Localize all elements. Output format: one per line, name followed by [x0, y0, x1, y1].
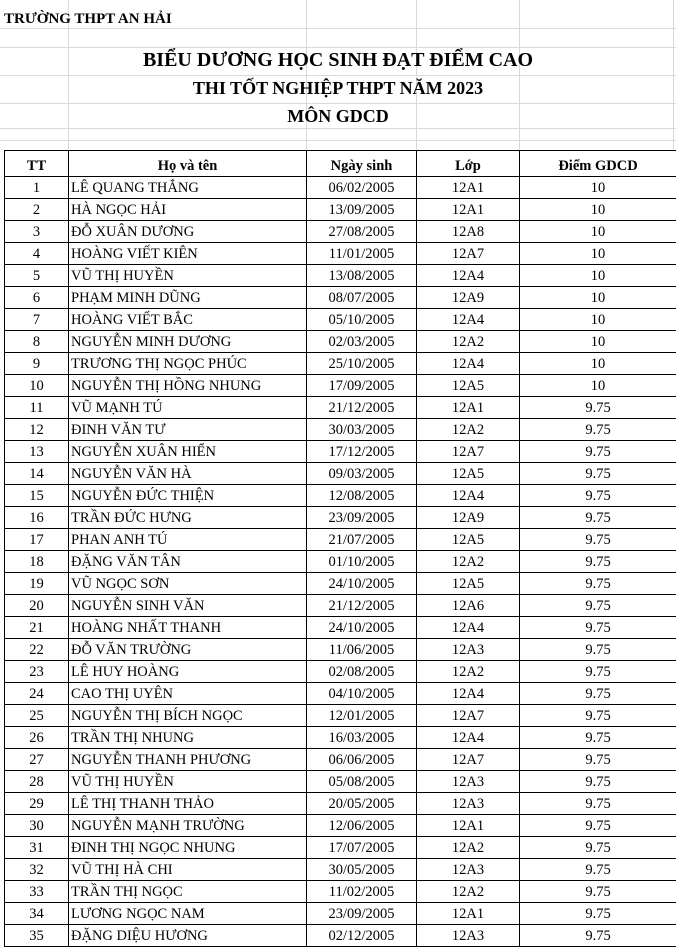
cell-tt[interactable]: 29 — [5, 793, 69, 815]
header-dob[interactable]: Ngày sinh — [307, 151, 417, 177]
cell-name[interactable]: NGUYỄN ĐỨC THIỆN — [69, 485, 307, 507]
cell-tt[interactable]: 1 — [5, 177, 69, 199]
cell-score[interactable]: 10 — [520, 353, 676, 375]
cell-tt[interactable]: 11 — [5, 397, 69, 419]
cell-score[interactable]: 9.75 — [520, 705, 676, 727]
cell-score[interactable]: 9.75 — [520, 595, 676, 617]
cell-dob[interactable]: 11/02/2005 — [307, 881, 417, 903]
cell-dob[interactable]: 27/08/2005 — [307, 221, 417, 243]
cell-score[interactable]: 9.75 — [520, 749, 676, 771]
cell-class[interactable]: 12A9 — [417, 287, 520, 309]
cell-tt[interactable]: 19 — [5, 573, 69, 595]
table-row — [5, 353, 676, 375]
cell-dob[interactable]: 23/09/2005 — [307, 507, 417, 529]
cell-tt[interactable]: 9 — [5, 353, 69, 375]
cell-class[interactable]: 12A1 — [417, 397, 520, 419]
cell-dob[interactable]: 09/03/2005 — [307, 463, 417, 485]
table-row — [5, 243, 676, 265]
cell-score[interactable]: 9.75 — [520, 441, 676, 463]
cell-name[interactable]: LƯƠNG NGỌC NAM — [69, 903, 307, 925]
table-row — [5, 331, 676, 353]
cell-class[interactable]: 12A7 — [417, 243, 520, 265]
cell-score[interactable]: 9.75 — [520, 793, 676, 815]
cell-tt[interactable]: 12 — [5, 419, 69, 441]
table-header-row — [5, 151, 676, 177]
cell-tt[interactable]: 6 — [5, 287, 69, 309]
cell-score[interactable]: 9.75 — [520, 639, 676, 661]
cell-dob[interactable]: 17/09/2005 — [307, 375, 417, 397]
cell-score[interactable]: 9.75 — [520, 881, 676, 903]
cell-score[interactable]: 10 — [520, 177, 676, 199]
cell-tt[interactable]: 16 — [5, 507, 69, 529]
table-row — [5, 837, 676, 859]
cell-score[interactable]: 9.75 — [520, 903, 676, 925]
cell-dob[interactable]: 12/01/2005 — [307, 705, 417, 727]
cell-class[interactable]: 12A7 — [417, 749, 520, 771]
table-row — [5, 199, 676, 221]
cell-name[interactable]: NGUYỄN THANH PHƯƠNG — [69, 749, 307, 771]
cell-name[interactable]: ĐỖ XUÂN DƯƠNG — [69, 221, 307, 243]
table-row — [5, 309, 676, 331]
cell-dob[interactable]: 25/10/2005 — [307, 353, 417, 375]
cell-score[interactable]: 10 — [520, 375, 676, 397]
cell-tt[interactable]: 25 — [5, 705, 69, 727]
cell-class[interactable]: 12A4 — [417, 617, 520, 639]
cell-score[interactable]: 9.75 — [520, 617, 676, 639]
cell-class[interactable]: 12A9 — [417, 507, 520, 529]
cell-score[interactable]: 10 — [520, 309, 676, 331]
cell-score[interactable]: 9.75 — [520, 815, 676, 837]
cell-score[interactable]: 9.75 — [520, 485, 676, 507]
student-table — [4, 150, 676, 947]
cell-dob[interactable]: 30/05/2005 — [307, 859, 417, 881]
table-row — [5, 221, 676, 243]
table-row — [5, 881, 676, 903]
table-row — [5, 749, 676, 771]
table-row — [5, 551, 676, 573]
cell-score[interactable]: 9.75 — [520, 837, 676, 859]
cell-name[interactable]: TRẦN THỊ NHUNG — [69, 727, 307, 749]
cell-tt[interactable]: 4 — [5, 243, 69, 265]
cell-class[interactable]: 12A1 — [417, 177, 520, 199]
report-title: BIỂU DƯƠNG HỌC SINH ĐẠT ĐIỂM CAO — [0, 49, 676, 72]
cell-tt[interactable]: 10 — [5, 375, 69, 397]
table-row — [5, 793, 676, 815]
table-row — [5, 419, 676, 441]
cell-name[interactable]: ĐẶNG DIỆU HƯƠNG — [69, 925, 307, 947]
cell-dob[interactable]: 21/12/2005 — [307, 595, 417, 617]
table-row — [5, 683, 676, 705]
cell-name[interactable]: VŨ THỊ HÀ CHI — [69, 859, 307, 881]
cell-name[interactable]: VŨ NGỌC SƠN — [69, 573, 307, 595]
cell-tt[interactable]: 34 — [5, 903, 69, 925]
table-row — [5, 859, 676, 881]
cell-name[interactable]: ĐINH VĂN TƯ — [69, 419, 307, 441]
cell-class[interactable]: 12A1 — [417, 815, 520, 837]
cell-dob[interactable]: 08/07/2005 — [307, 287, 417, 309]
table-row — [5, 463, 676, 485]
cell-name[interactable]: VŨ MẠNH TÚ — [69, 397, 307, 419]
cell-class[interactable]: 12A2 — [417, 419, 520, 441]
cell-class[interactable]: 12A3 — [417, 859, 520, 881]
table-row — [5, 507, 676, 529]
cell-dob[interactable]: 02/08/2005 — [307, 661, 417, 683]
cell-name[interactable]: VŨ THỊ HUYỀN — [69, 771, 307, 793]
cell-tt[interactable]: 8 — [5, 331, 69, 353]
cell-tt[interactable]: 27 — [5, 749, 69, 771]
cell-score[interactable]: 9.75 — [520, 573, 676, 595]
cell-name[interactable]: ĐINH THỊ NGỌC NHUNG — [69, 837, 307, 859]
table-row — [5, 705, 676, 727]
cell-tt[interactable]: 3 — [5, 221, 69, 243]
cell-class[interactable]: 12A2 — [417, 551, 520, 573]
cell-score[interactable]: 9.75 — [520, 397, 676, 419]
cell-class[interactable]: 12A2 — [417, 881, 520, 903]
cell-dob[interactable]: 17/07/2005 — [307, 837, 417, 859]
cell-name[interactable]: LÊ THỊ THANH THẢO — [69, 793, 307, 815]
cell-class[interactable]: 12A2 — [417, 661, 520, 683]
cell-score[interactable]: 9.75 — [520, 771, 676, 793]
cell-class[interactable]: 12A3 — [417, 925, 520, 947]
cell-name[interactable]: NGUYỄN MẠNH TRƯỜNG — [69, 815, 307, 837]
cell-tt[interactable]: 20 — [5, 595, 69, 617]
table-row — [5, 573, 676, 595]
cell-tt[interactable]: 18 — [5, 551, 69, 573]
cell-name[interactable]: TRƯƠNG THỊ NGỌC PHÚC — [69, 353, 307, 375]
cell-name[interactable]: PHAN ANH TÚ — [69, 529, 307, 551]
table-row — [5, 485, 676, 507]
cell-class[interactable]: 12A2 — [417, 837, 520, 859]
cell-score[interactable]: 10 — [520, 221, 676, 243]
cell-name[interactable]: HOÀNG NHẤT THANH — [69, 617, 307, 639]
school-name: TRƯỜNG THPT AN HẢI — [4, 11, 172, 28]
cell-name[interactable]: NGUYỄN THỊ BÍCH NGỌC — [69, 705, 307, 727]
cell-tt[interactable]: 14 — [5, 463, 69, 485]
cell-dob[interactable]: 13/09/2005 — [307, 199, 417, 221]
cell-class[interactable]: 12A5 — [417, 463, 520, 485]
table-row — [5, 815, 676, 837]
cell-dob[interactable]: 17/12/2005 — [307, 441, 417, 463]
cell-score[interactable]: 10 — [520, 331, 676, 353]
table-row — [5, 529, 676, 551]
cell-class[interactable]: 12A4 — [417, 353, 520, 375]
cell-dob[interactable]: 16/03/2005 — [307, 727, 417, 749]
cell-class[interactable]: 12A3 — [417, 793, 520, 815]
cell-class[interactable]: 12A6 — [417, 595, 520, 617]
cell-dob[interactable]: 30/03/2005 — [307, 419, 417, 441]
table-row — [5, 661, 676, 683]
cell-tt[interactable]: 32 — [5, 859, 69, 881]
cell-name[interactable]: HOÀNG VIẾT BẮC — [69, 309, 307, 331]
cell-dob[interactable]: 12/08/2005 — [307, 485, 417, 507]
cell-dob[interactable]: 02/03/2005 — [307, 331, 417, 353]
table-body — [5, 177, 676, 947]
cell-tt[interactable]: 24 — [5, 683, 69, 705]
table-row — [5, 727, 676, 749]
cell-dob[interactable]: 06/06/2005 — [307, 749, 417, 771]
cell-class[interactable]: 12A8 — [417, 221, 520, 243]
cell-score[interactable]: 9.75 — [520, 661, 676, 683]
cell-tt[interactable]: 28 — [5, 771, 69, 793]
cell-class[interactable]: 12A5 — [417, 573, 520, 595]
cell-name[interactable]: CAO THỊ UYÊN — [69, 683, 307, 705]
cell-name[interactable]: NGUYỄN XUÂN HIỂN — [69, 441, 307, 463]
table-row — [5, 375, 676, 397]
header-name[interactable]: Họ và tên — [69, 151, 307, 177]
cell-score[interactable]: 9.75 — [520, 419, 676, 441]
cell-tt[interactable]: 13 — [5, 441, 69, 463]
cell-class[interactable]: 12A3 — [417, 771, 520, 793]
cell-name[interactable]: HÀ NGỌC HẢI — [69, 199, 307, 221]
cell-dob[interactable]: 12/06/2005 — [307, 815, 417, 837]
cell-tt[interactable]: 30 — [5, 815, 69, 837]
header-score[interactable]: Điểm GDCD — [520, 151, 676, 177]
cell-dob[interactable]: 11/01/2005 — [307, 243, 417, 265]
table-row — [5, 287, 676, 309]
table-row — [5, 397, 676, 419]
cell-class[interactable]: 12A4 — [417, 265, 520, 287]
cell-dob[interactable]: 05/08/2005 — [307, 771, 417, 793]
cell-tt[interactable]: 7 — [5, 309, 69, 331]
cell-name[interactable]: TRẦN ĐỨC HƯNG — [69, 507, 307, 529]
cell-name[interactable]: NGUYỄN MINH DƯƠNG — [69, 331, 307, 353]
cell-class[interactable]: 12A4 — [417, 727, 520, 749]
cell-tt[interactable]: 21 — [5, 617, 69, 639]
table-row — [5, 617, 676, 639]
cell-name[interactable]: HOÀNG VIẾT KIÊN — [69, 243, 307, 265]
cell-score[interactable]: 9.75 — [520, 925, 676, 947]
cell-score[interactable]: 9.75 — [520, 507, 676, 529]
cell-dob[interactable]: 02/12/2005 — [307, 925, 417, 947]
cell-class[interactable]: 12A7 — [417, 705, 520, 727]
cell-score[interactable]: 9.75 — [520, 727, 676, 749]
header-class[interactable]: Lớp — [417, 151, 520, 177]
header-tt[interactable]: TT — [5, 151, 69, 177]
cell-dob[interactable]: 06/02/2005 — [307, 177, 417, 199]
table-row — [5, 903, 676, 925]
cell-class[interactable]: 12A4 — [417, 485, 520, 507]
cell-score[interactable]: 9.75 — [520, 529, 676, 551]
cell-name[interactable]: NGUYỄN THỊ HỒNG NHUNG — [69, 375, 307, 397]
cell-dob[interactable]: 21/12/2005 — [307, 397, 417, 419]
cell-dob[interactable]: 13/08/2005 — [307, 265, 417, 287]
table-row — [5, 177, 676, 199]
cell-class[interactable]: 12A1 — [417, 199, 520, 221]
cell-tt[interactable]: 15 — [5, 485, 69, 507]
table-row — [5, 771, 676, 793]
cell-score[interactable]: 10 — [520, 243, 676, 265]
cell-class[interactable]: 12A3 — [417, 639, 520, 661]
cell-name[interactable]: LÊ QUANG THẮNG — [69, 177, 307, 199]
table-row — [5, 595, 676, 617]
cell-tt[interactable]: 33 — [5, 881, 69, 903]
cell-name[interactable]: NGUYỄN VĂN HÀ — [69, 463, 307, 485]
cell-tt[interactable]: 35 — [5, 925, 69, 947]
cell-tt[interactable]: 31 — [5, 837, 69, 859]
cell-dob[interactable]: 24/10/2005 — [307, 573, 417, 595]
cell-name[interactable]: TRẦN THỊ NGỌC — [69, 881, 307, 903]
table-row — [5, 639, 676, 661]
table-row — [5, 265, 676, 287]
cell-tt[interactable]: 22 — [5, 639, 69, 661]
table-row — [5, 925, 676, 947]
cell-dob[interactable]: 24/10/2005 — [307, 617, 417, 639]
cell-name[interactable]: VŨ THỊ HUYỀN — [69, 265, 307, 287]
cell-score[interactable]: 10 — [520, 265, 676, 287]
cell-dob[interactable]: 01/10/2005 — [307, 551, 417, 573]
cell-tt[interactable]: 26 — [5, 727, 69, 749]
cell-score[interactable]: 9.75 — [520, 463, 676, 485]
cell-name[interactable]: ĐỖ VĂN TRƯỜNG — [69, 639, 307, 661]
cell-dob[interactable]: 11/06/2005 — [307, 639, 417, 661]
cell-class[interactable]: 12A4 — [417, 683, 520, 705]
cell-dob[interactable]: 05/10/2005 — [307, 309, 417, 331]
cell-class[interactable]: 12A4 — [417, 309, 520, 331]
table-row — [5, 441, 676, 463]
cell-class[interactable]: 12A7 — [417, 441, 520, 463]
cell-score[interactable]: 9.75 — [520, 683, 676, 705]
cell-tt[interactable]: 17 — [5, 529, 69, 551]
cell-dob[interactable]: 04/10/2005 — [307, 683, 417, 705]
cell-tt[interactable]: 2 — [5, 199, 69, 221]
cell-tt[interactable]: 23 — [5, 661, 69, 683]
cell-name[interactable]: NGUYỄN SINH VĂN — [69, 595, 307, 617]
cell-score[interactable]: 10 — [520, 287, 676, 309]
cell-dob[interactable]: 20/05/2005 — [307, 793, 417, 815]
cell-score[interactable]: 10 — [520, 199, 676, 221]
cell-tt[interactable]: 5 — [5, 265, 69, 287]
cell-dob[interactable]: 23/09/2005 — [307, 903, 417, 925]
report-subtitle: THI TỐT NGHIỆP THPT NĂM 2023 — [0, 78, 676, 99]
cell-score[interactable]: 9.75 — [520, 859, 676, 881]
cell-class[interactable]: 12A5 — [417, 529, 520, 551]
subject-title: MÔN GDCD — [0, 106, 676, 127]
cell-name[interactable]: PHẠM MINH DŨNG — [69, 287, 307, 309]
cell-name[interactable]: ĐẶNG VĂN TÂN — [69, 551, 307, 573]
cell-class[interactable]: 12A5 — [417, 375, 520, 397]
cell-score[interactable]: 9.75 — [520, 551, 676, 573]
cell-class[interactable]: 12A2 — [417, 331, 520, 353]
cell-class[interactable]: 12A1 — [417, 903, 520, 925]
cell-dob[interactable]: 21/07/2005 — [307, 529, 417, 551]
cell-name[interactable]: LÊ HUY HOÀNG — [69, 661, 307, 683]
